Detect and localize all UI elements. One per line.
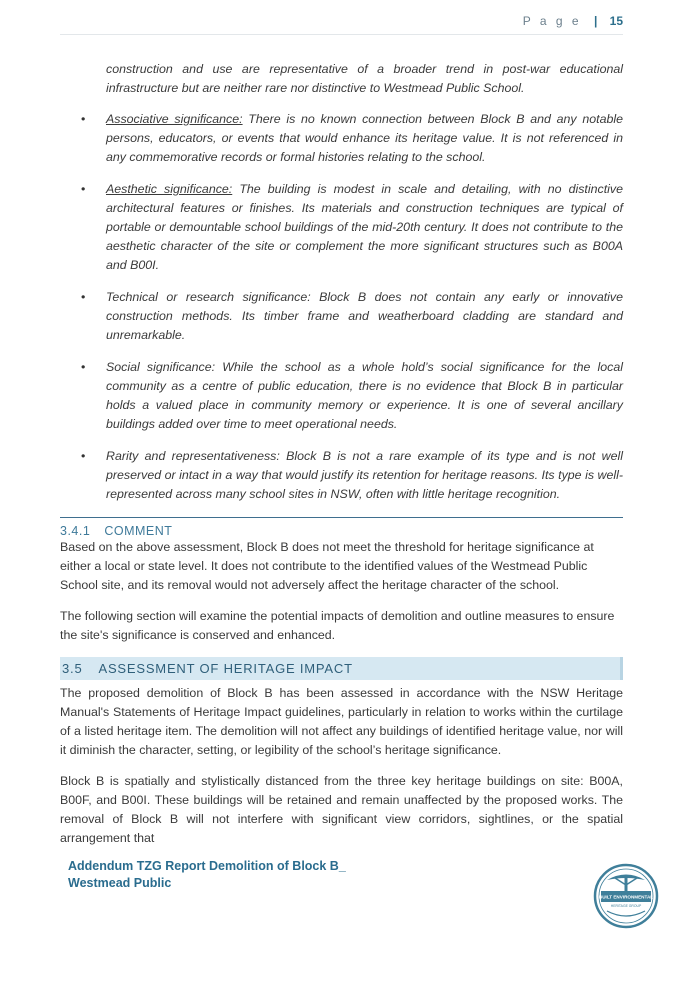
criterion-text: There is no known connection between Block B and any notable persons, educators, or events that would enhance its heritage value. It is not referenced in any commemorative records or formal histories relating to the school. xyxy=(106,112,623,164)
comment-section xyxy=(60,517,623,645)
comment-heading xyxy=(60,524,623,538)
criterion-text: Social significance: While the school as a whole hold’s social significance for the local community as a centre of public education, there is no evidence that Block B in particular holds a valued place in community memory or experience. It is one of several ancillary buildings added over time to meet operational needs. xyxy=(106,360,623,431)
page-content xyxy=(60,60,623,848)
criterion-aesthetic xyxy=(60,180,623,275)
criterion-rarity xyxy=(60,447,623,504)
bullet: • xyxy=(81,449,86,463)
bullet: • xyxy=(81,360,86,374)
significance-criteria-list xyxy=(60,110,623,504)
footer-line-1: Addendum TZG Report Demolition of Block B_ xyxy=(68,859,346,873)
impact-heading xyxy=(60,657,623,680)
footer-line-2: Westmead Public xyxy=(68,876,172,890)
criterion-social xyxy=(60,358,623,434)
impact-paragraph-2: Block B is spatially and stylistically distanced from the three key heritage buildings on site: B00A, B00F, and B00I. These buildings will be retained and remain unaffected by the proposed works. The removal of Block B will not interfere with significant view corridors, sightlines, or the spatial arrangement that xyxy=(60,774,623,845)
page-label: P a g e xyxy=(522,14,582,28)
section-title: COMMENT xyxy=(104,524,173,538)
criterion-associative xyxy=(60,110,623,167)
heritage-group-logo xyxy=(593,863,659,929)
bullet: • xyxy=(81,182,86,196)
criterion-text: The building is modest in scale and detailing, with no distinctive architectural features or finishes. Its materials and construction techniques are typical of portable or demountable school buildings of the mid-20th century. It does not contribute to the aesthetic character of the site or complement the more significant structures such as B00A and B00I. xyxy=(106,182,623,272)
page-number-sep: | xyxy=(593,14,598,28)
section-number: 3.5 xyxy=(62,661,83,676)
bullet: • xyxy=(81,290,86,304)
impact-paragraph-1: The proposed demolition of Block B has been assessed in accordance with the NSW Heritage Manual's Statements of Heritage Impact guidelines, particularly in relation to works within the curtilage of a listed heritage item. The demolition will not affect any buildings of identified heritage value, nor will it diminish the character, setting, or legibility of the school’s heritage significance. xyxy=(60,686,623,757)
criterion-label: Associative significance: xyxy=(106,112,243,126)
section-number: 3.4.1 xyxy=(60,524,91,538)
footer-report-title xyxy=(68,858,346,892)
logo-text-1: BUILT ENVIRONMENTAL xyxy=(598,894,654,900)
section-title: ASSESSMENT OF HERITAGE IMPACT xyxy=(98,661,353,676)
intro-paragraph: construction and use are representative of a broader trend in post-war educational infrastructure but are neither rare nor distinctive to Westmead Public School. xyxy=(106,62,623,95)
criterion-label: Aesthetic significance: xyxy=(106,182,233,196)
header-divider xyxy=(60,34,623,35)
comment-paragraph-2: The following section will examine the potential impacts of demolition and outline measures to ensure the site's significance is conserved and enhanced. xyxy=(60,609,615,642)
page-number: 15 xyxy=(609,14,623,28)
criterion-text: Technical or research significance: Block B does not contain any early or innovative construction methods. Its timber frame and weatherboard cladding are standard and unremarkable. xyxy=(106,290,623,342)
page-header xyxy=(523,14,623,28)
criterion-technical xyxy=(60,288,623,345)
logo-text-2: HERITAGE GROUP xyxy=(610,904,642,908)
comment-paragraph-1: Based on the above assessment, Block B does not meet the threshold for heritage significance at either a local or state level. It does not contribute to the identified values of the Westmead Public School site, and its removal would not adversely affect the heritage character of the school. xyxy=(60,540,594,592)
criterion-text: Rarity and representativeness: Block B is not a rare example of its type and is not well preserved or intact in a way that would justify its retention for heritage reasons. Its type is well-represented across many school sites in NSW, often with little heritage recognition. xyxy=(106,449,623,501)
bullet: • xyxy=(81,112,86,126)
